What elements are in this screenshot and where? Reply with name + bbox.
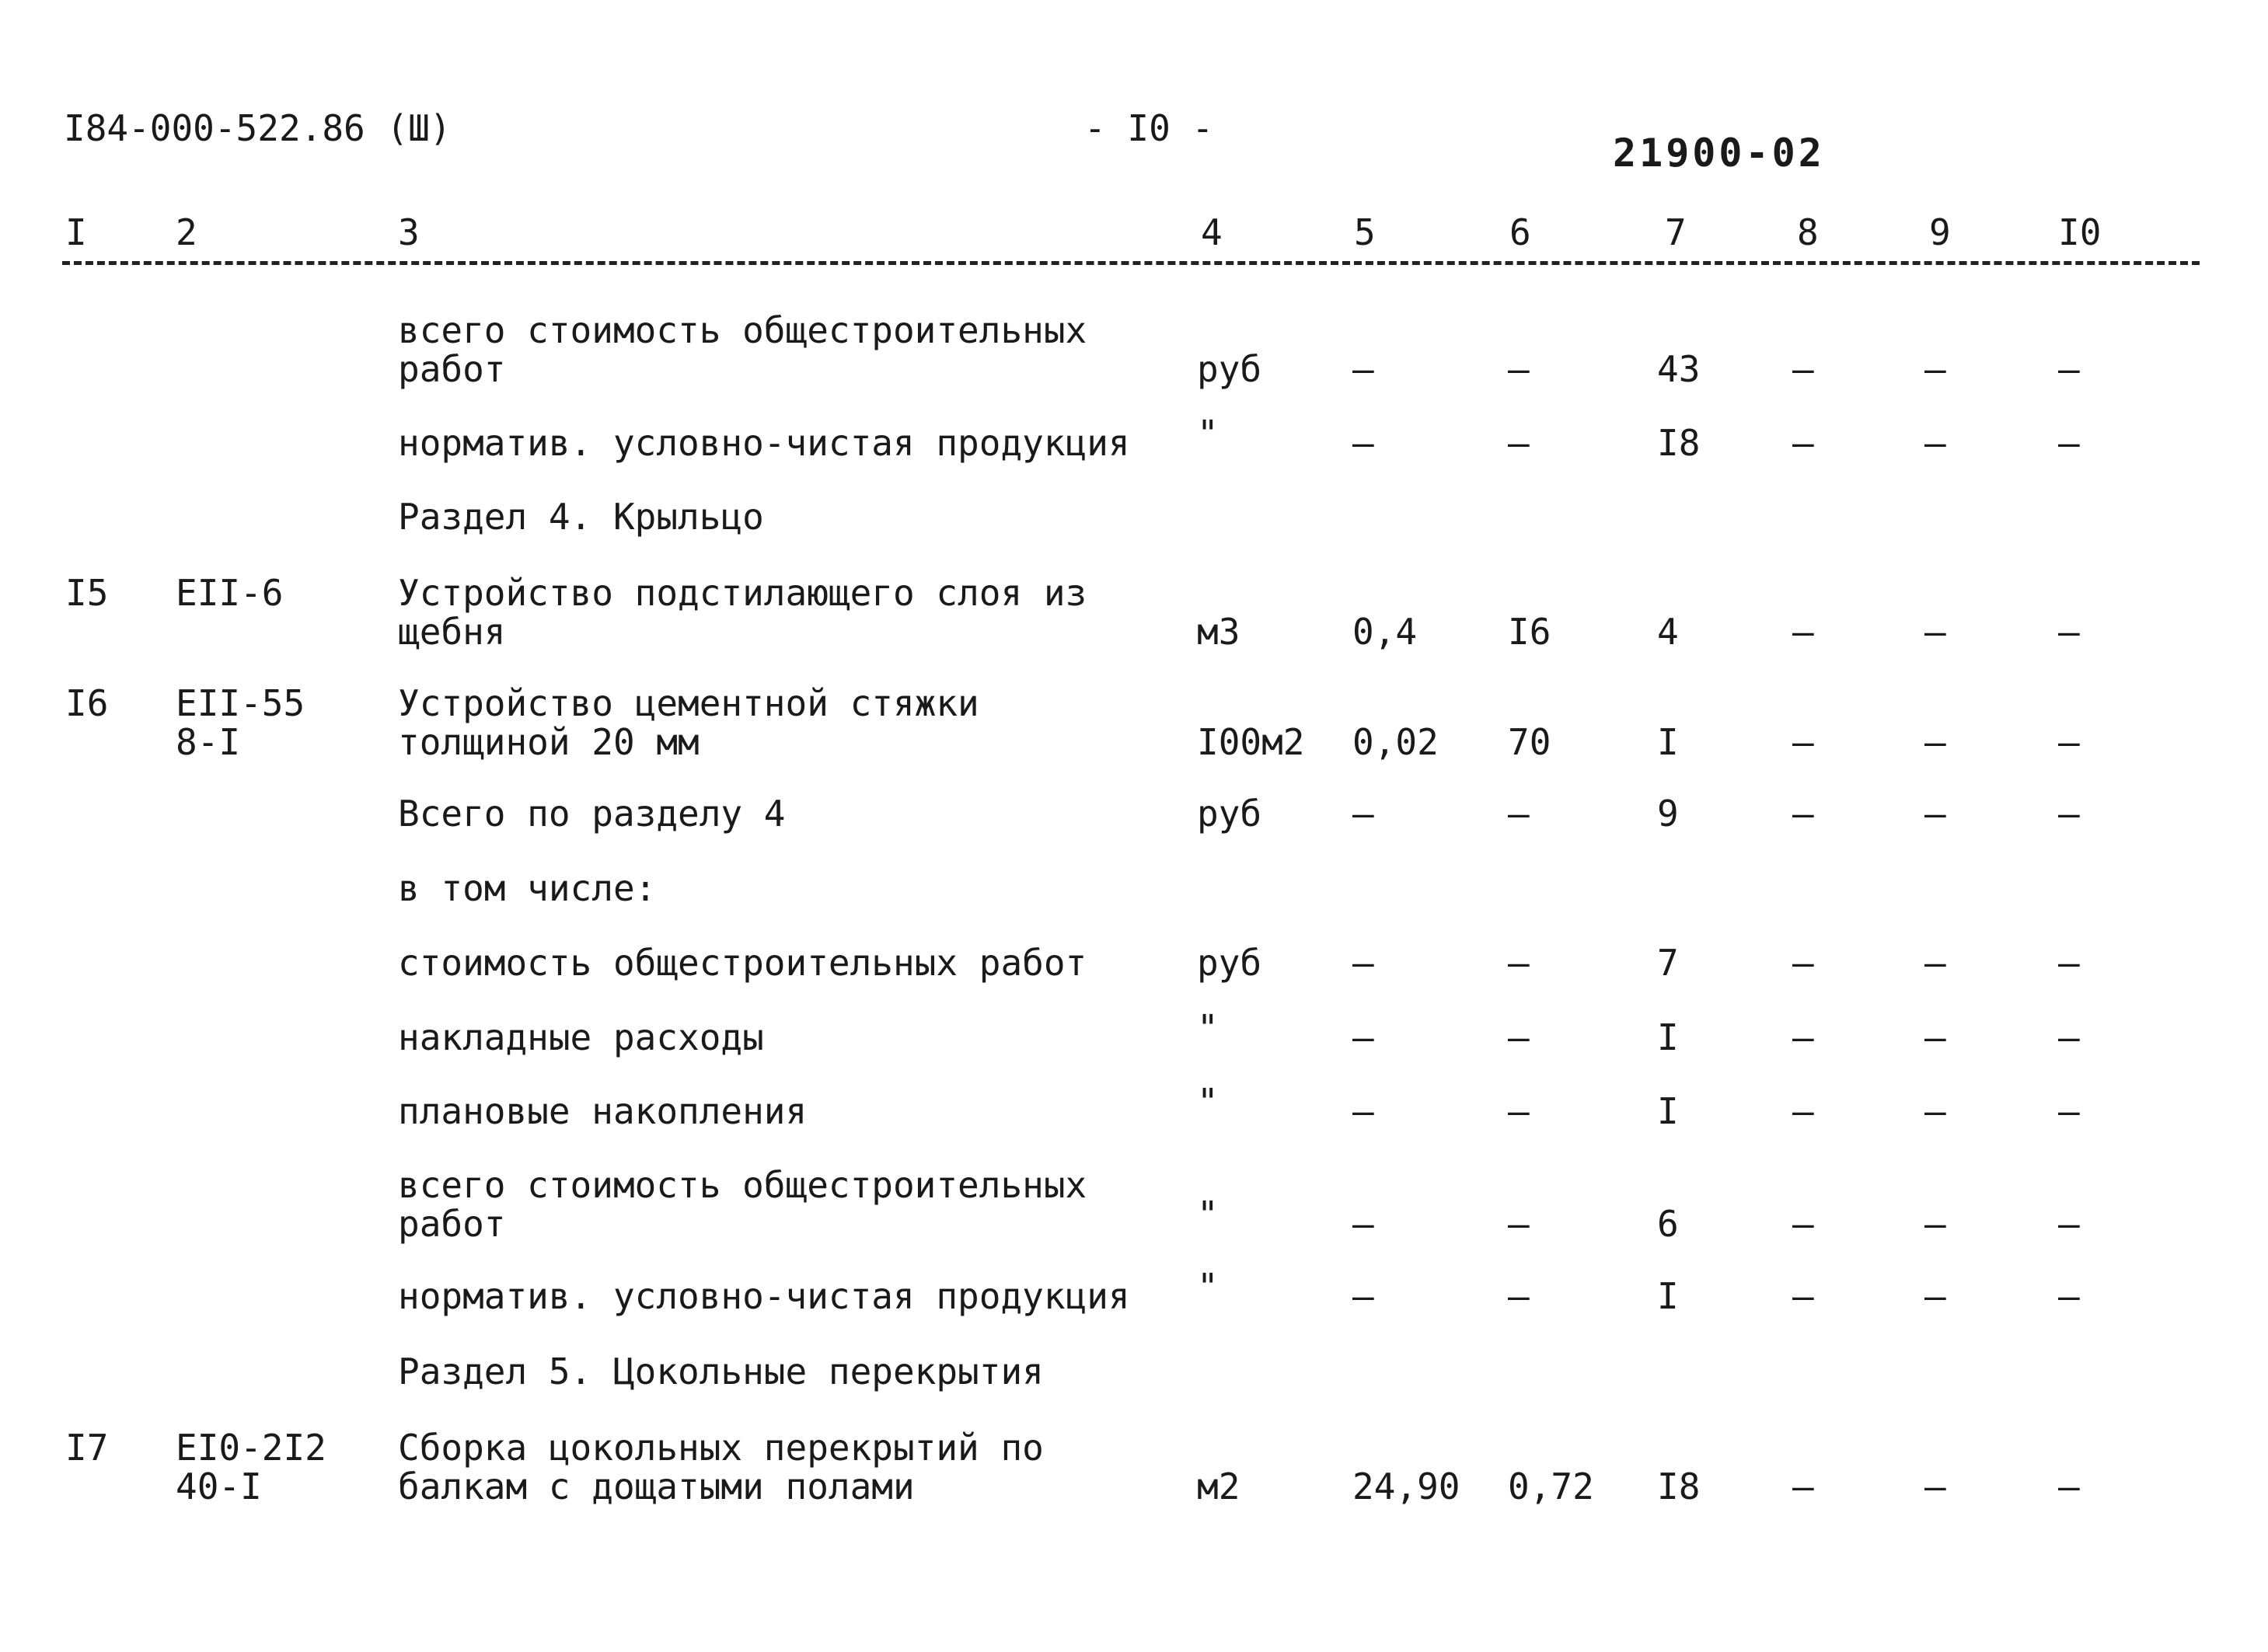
row-number: I5 [65,572,109,614]
column-number: I [65,211,87,253]
work-description [398,311,1087,389]
description-line: норматив. условно-чистая продукция [398,422,1130,464]
unit-of-measure: м2 [1197,1466,1240,1507]
document-code: I84-000-522.86 (Ш) [64,107,452,149]
unit-price: – [1508,1203,1530,1245]
description-line: стоимость общестроительных работ [398,942,1087,984]
work-description [398,497,764,536]
quantity: 0,02 [1352,721,1439,763]
description-line: балкам с дощатыми полами [398,1466,915,1507]
value-col-9: – [1924,942,1946,984]
work-description [398,1428,1044,1506]
work-description [398,573,1087,651]
unit-of-measure: " [1197,413,1219,455]
description-line: щебня [398,611,506,653]
column-number: I0 [2058,211,2102,253]
value-col-9: – [1924,1203,1946,1245]
unit-price: – [1508,1016,1530,1058]
unit-of-measure: руб [1197,942,1262,984]
value-col-9: – [1924,611,1946,653]
description-line: плановые накопления [398,1090,808,1132]
unit-of-measure: I00м2 [1197,721,1305,763]
header-divider [62,261,2200,265]
column-number: 4 [1201,211,1223,253]
value-col-8: – [1792,611,1814,653]
value-col-9: – [1924,1275,1946,1317]
total-cost: 6 [1657,1203,1679,1245]
rate-code-line: EI0-2I2 [176,1427,326,1469]
unit-of-measure: руб [1197,793,1262,835]
quantity: – [1352,1203,1374,1245]
quantity: – [1352,422,1374,464]
value-col-9: – [1924,1090,1946,1132]
value-col-8: – [1792,942,1814,984]
value-col-10: – [2058,721,2080,763]
value-col-8: – [1792,348,1814,390]
value-col-9: – [1924,1016,1946,1058]
column-number: 7 [1665,211,1687,253]
total-cost: 43 [1657,348,1701,390]
work-description [398,684,979,762]
work-description [398,1277,1130,1316]
quantity: – [1352,1090,1374,1132]
unit-price: – [1508,1275,1530,1317]
column-number: 6 [1509,211,1531,253]
quantity: 0,4 [1352,611,1418,653]
description-line: работ [398,1203,506,1245]
value-col-8: – [1792,1466,1814,1507]
unit-of-measure: " [1197,1081,1219,1123]
value-col-8: – [1792,1016,1814,1058]
column-number: 5 [1354,211,1376,253]
quantity: – [1352,1275,1374,1317]
work-description [398,1166,1087,1243]
total-cost: I [1657,1016,1679,1058]
description-line: толщиной 20 мм [398,721,700,763]
unit-price: – [1508,422,1530,464]
rate-code-line: EII-6 [176,572,284,614]
total-cost: 9 [1657,793,1679,835]
value-col-9: – [1924,422,1946,464]
rate-code-line: 40-I [176,1466,262,1507]
value-col-10: – [2058,1016,2080,1058]
quantity: 24,90 [1352,1466,1460,1507]
quantity: – [1352,942,1374,984]
unit-of-measure: " [1197,1007,1219,1049]
work-description [398,423,1130,462]
description-line: в том числе: [398,867,657,909]
value-col-8: – [1792,1090,1814,1132]
value-col-10: – [2058,942,2080,984]
rate-code [176,573,283,612]
work-description [398,869,656,908]
work-description [398,1018,764,1057]
value-col-10: – [2058,611,2080,653]
unit-price: 70 [1508,721,1551,763]
total-cost: 7 [1657,942,1679,984]
unit-price: – [1508,942,1530,984]
unit-price: 0,72 [1508,1466,1594,1507]
row-number: I7 [65,1427,109,1469]
description-line: норматив. условно-чистая продукция [398,1275,1130,1317]
value-col-9: – [1924,721,1946,763]
description-line: Устройство цементной стяжки [398,682,979,724]
total-cost: I [1657,1275,1679,1317]
column-number: 9 [1929,211,1951,253]
value-col-10: – [2058,1090,2080,1132]
rate-code [176,684,305,762]
unit-of-measure: м3 [1197,611,1240,653]
value-col-9: – [1924,1466,1946,1507]
archive-stamp: 21900-02 [1613,131,1825,176]
unit-price: – [1508,793,1530,835]
description-line: всего стоимость общестроительных [398,309,1087,351]
unit-of-measure: руб [1197,348,1262,390]
quantity: – [1352,1016,1374,1058]
column-number: 8 [1797,211,1819,253]
column-number: 2 [176,211,197,253]
description-line: накладные расходы [398,1016,764,1058]
rate-code-line: EII-55 [176,682,305,724]
description-line: Устройство подстилающего слоя из [398,572,1087,614]
work-description [398,1092,807,1131]
value-col-8: – [1792,422,1814,464]
description-line: Всего по разделу 4 [398,793,786,835]
value-col-10: – [2058,793,2080,835]
work-description [398,1352,1044,1391]
description-line: всего стоимость общестроительных [398,1164,1087,1206]
unit-price: – [1508,1090,1530,1132]
row-number: I6 [65,682,109,724]
value-col-10: – [2058,348,2080,390]
rate-code [176,1428,326,1506]
unit-price: – [1508,348,1530,390]
value-col-8: – [1792,1275,1814,1317]
value-col-10: – [2058,1466,2080,1507]
total-cost: 4 [1657,611,1679,653]
value-col-8: – [1792,1203,1814,1245]
value-col-8: – [1792,793,1814,835]
description-line: Сборка цокольных перекрытий по [398,1427,1044,1469]
value-col-9: – [1924,348,1946,390]
description-line: Раздел 5. Цокольные перекрытия [398,1351,1044,1392]
work-description [398,794,786,833]
page-number: - I0 - [1084,107,1214,149]
value-col-10: – [2058,1275,2080,1317]
work-description [398,943,1087,982]
value-col-9: – [1924,793,1946,835]
description-line: Раздел 4. Крыльцо [398,496,764,538]
total-cost: I8 [1657,1466,1701,1507]
total-cost: I [1657,1090,1679,1132]
quantity: – [1352,348,1374,390]
value-col-10: – [2058,1203,2080,1245]
value-col-8: – [1792,721,1814,763]
column-number: 3 [398,211,420,253]
description-line: работ [398,348,506,390]
unit-of-measure: " [1197,1266,1219,1308]
unit-of-measure: " [1197,1194,1219,1236]
value-col-10: – [2058,422,2080,464]
quantity: – [1352,793,1374,835]
total-cost: I [1657,721,1679,763]
total-cost: I8 [1657,422,1701,464]
rate-code-line: 8-I [176,721,241,763]
unit-price: I6 [1508,611,1551,653]
